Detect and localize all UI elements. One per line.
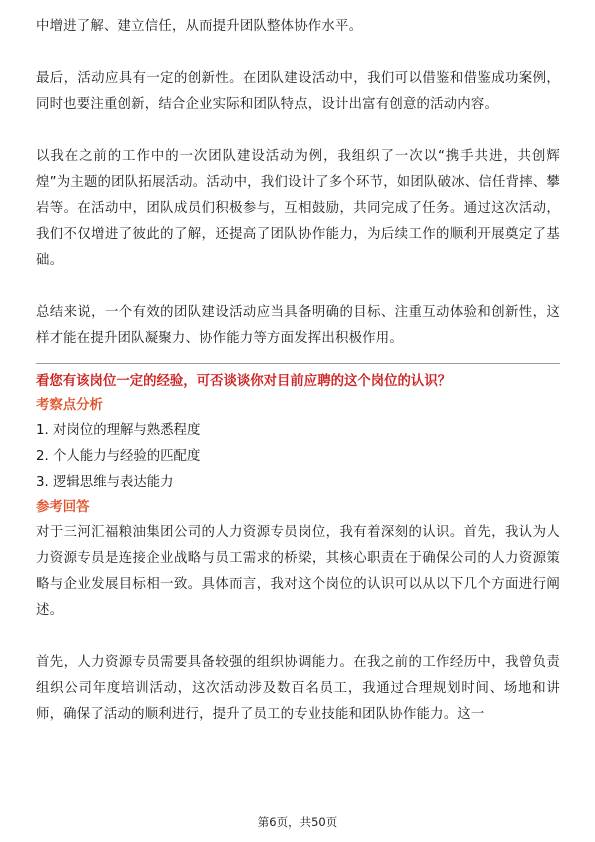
interview-question: 看您有该岗位一定的经验，可否谈谈你对目前应聘的这个岗位的认识？	[36, 374, 452, 389]
answer-paragraph-1: 对于三河汇福粮油集团公司的人力资源专员岗位，我有着深刻的认识。首先，我认为人力资源专员是连接企业战略与员工需求的桥梁，其核心职责在于确保公司的人力资源策略与企业发展目标相一致。具体而言，我对这个岗位的认识可以从以下几个方面进行阐述。	[36, 525, 560, 618]
spacer	[36, 624, 560, 650]
summary-paragraph: 总结来说，一个有效的团队建设活动应当具备明确的目标、注重互动体验和创新性，这样才能在提升团队凝聚力、协作能力等方面发挥出积极作用。	[36, 305, 560, 346]
spacer	[36, 274, 560, 300]
list-item: 1. 对岗位的理解与熟悉程度	[36, 423, 201, 438]
intro-tail-paragraph: 中增进了解、建立信任，从而提升团队整体协作水平。	[36, 19, 363, 34]
spacer	[36, 118, 560, 144]
answer-heading: 参考回答	[36, 500, 90, 515]
innovation-paragraph: 最后，活动应具有一定的创新性。在团队建设活动中，我们可以借鉴和借鉴成功案例，同时也要注重创新，结合企业实际和团队特点，设计出富有创意的活动内容。	[36, 71, 560, 112]
list-item: 2. 个人能力与经验的匹配度	[36, 449, 201, 464]
example-paragraph: 以我在之前的工作中的一次团队建设活动为例，我组织了一次以“携手共进，共创辉煌”为主题的团队拓展活动。活动中，我们设计了多个环节，如团队破冰、信任背摔、攀岩等。在活动中，团队成员们积极参与，互相鼓励，共同完成了任务。通过这次活动，我们不仅增进了彼此的了解，还提高了团队协作能力，为后续工作的顺利开展奠定了基础。	[36, 149, 560, 268]
analysis-heading: 考察点分析	[36, 398, 103, 413]
page-number: 第6页，共50页	[257, 815, 338, 829]
spacer	[36, 40, 560, 66]
analysis-list	[36, 418, 560, 496]
list-item: 3. 逻辑思维与表达能力	[36, 475, 174, 490]
page-content	[36, 14, 560, 728]
section-divider	[36, 363, 560, 364]
answer-paragraph-2: 首先，人力资源专员需要具备较强的组织协调能力。在我之前的工作经历中，我曾负责组织公司年度培训活动，这次活动涉及数百名员工，我通过合理规划时间、场地和讲师，确保了活动的顺利进行，提升了员工的专业技能和团队协作能力。这一	[36, 655, 560, 722]
